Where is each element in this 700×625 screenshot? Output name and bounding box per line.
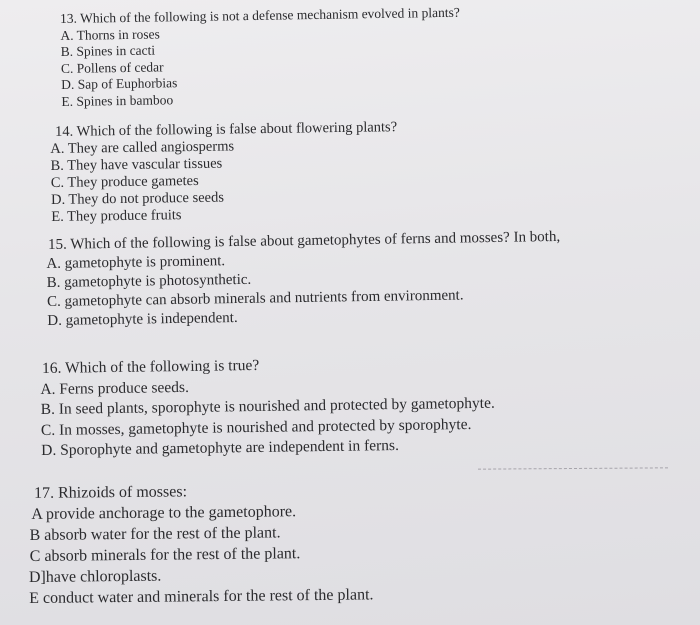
question-14-option-d: D. They do not produce seeds bbox=[50, 189, 225, 208]
question-17-option-a: A provide anchorage to the gametophore. bbox=[31, 503, 297, 523]
question-13-option-b: B. Spines in cacti bbox=[60, 42, 156, 60]
question-13-option-d: D. Sap of Euphorbias bbox=[61, 75, 178, 93]
question-14 bbox=[50, 120, 398, 227]
question-17-option-d: D]have chloroplasts. bbox=[28, 567, 162, 586]
question-17 bbox=[28, 482, 374, 612]
question-16-option-c: C. In mosses, gametophyte is nourished and protected by sporophyte. bbox=[40, 415, 472, 439]
question-17-option-e: E conduct water and minerals for the rest of the plant. bbox=[29, 586, 374, 607]
question-16-option-b: B. In seed plants, sporophyte is nourished and protected by gametophyte. bbox=[40, 394, 495, 418]
question-14-stem: 14. Which of the following is false about flowering plants? bbox=[54, 119, 398, 140]
question-17-option-c: C absorb minerals for the rest of the plant. bbox=[29, 545, 301, 565]
question-13-stem: 13. Which of the following is not a defense mechanism evolved in plants? bbox=[59, 4, 460, 26]
question-16-option-a: A. Ferns produce seeds. bbox=[40, 378, 190, 398]
question-15-option-d: D. gametophyte is independent. bbox=[47, 310, 238, 329]
question-15-option-c: C. gametophyte can absorb minerals and nutrients from environment. bbox=[46, 287, 464, 310]
question-17-stem: 17. Rhizoids of mosses: bbox=[33, 483, 188, 502]
question-13-option-a: A. Thorns in roses bbox=[60, 26, 160, 43]
question-15 bbox=[46, 230, 562, 333]
question-15-option-b: B. gametophyte is photosynthetic. bbox=[46, 271, 252, 291]
question-13 bbox=[60, 6, 461, 112]
dashed-divider bbox=[478, 467, 668, 469]
question-14-option-b: B. They have vascular tissues bbox=[50, 155, 223, 174]
question-16-stem: 16. Which of the following is true? bbox=[41, 356, 260, 377]
question-13-option-e: E. Spines in bamboo bbox=[61, 92, 174, 109]
question-14-option-c: C. They produce gametes bbox=[50, 172, 199, 191]
question-14-option-e: E. They produce fruits bbox=[51, 207, 182, 225]
question-16-option-d: D. Sporophyte and gametophyte are independent in ferns. bbox=[41, 436, 400, 459]
question-17-option-b: B absorb water for the rest of the plant. bbox=[29, 524, 281, 544]
question-16 bbox=[40, 355, 496, 464]
question-15-stem: 15. Which of the following is false about gametophytes of ferns and mosses? In both, bbox=[47, 228, 561, 253]
question-15-option-a: A. gametophyte is prominent. bbox=[46, 253, 226, 272]
question-13-option-c: C. Pollens of cedar bbox=[60, 59, 164, 76]
question-14-option-a: A. They are called angiosperms bbox=[50, 138, 235, 157]
